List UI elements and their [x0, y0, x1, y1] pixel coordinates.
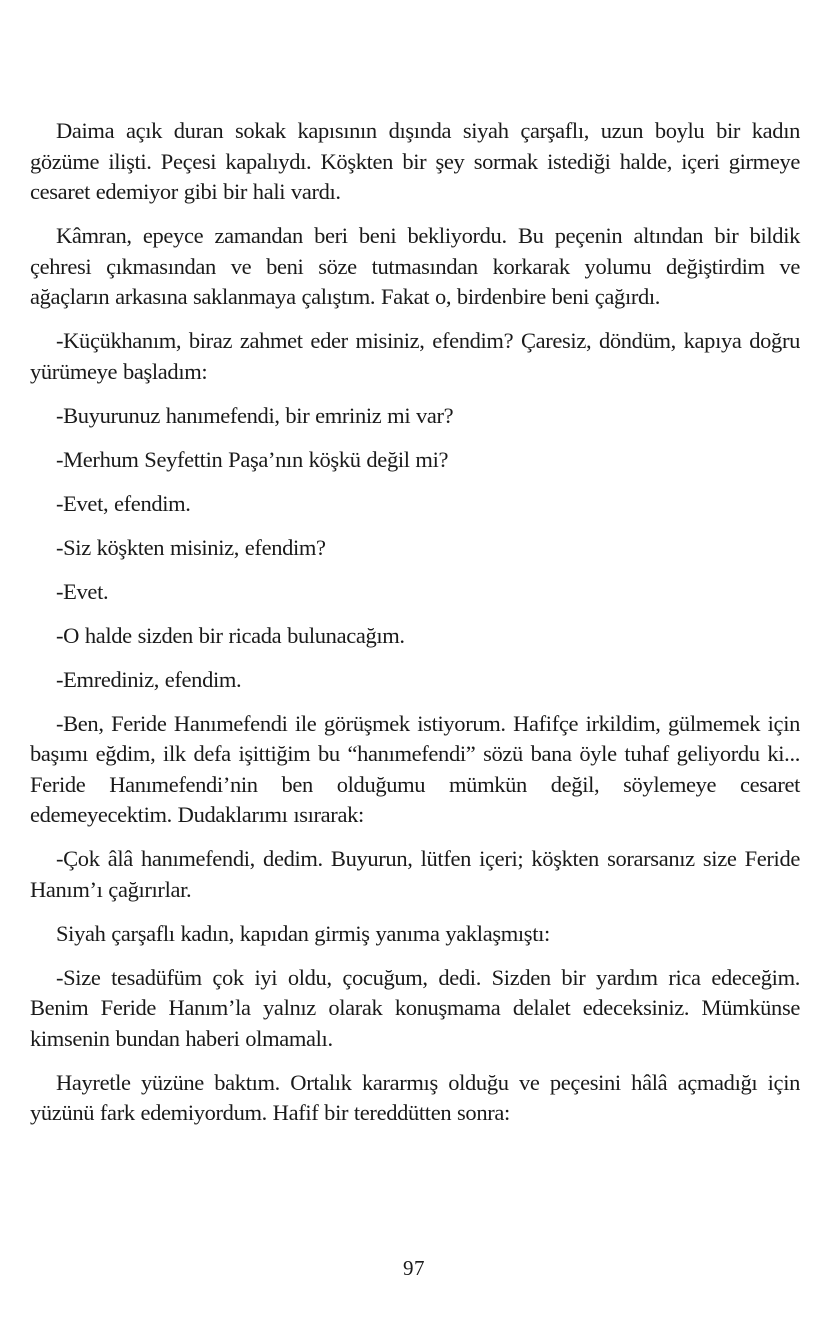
dialogue-line: -Merhum Seyfettin Paşa’nın köşkü değil mi?: [56, 446, 449, 472]
paragraph: -Size tesadüfüm çok iyi oldu, çocuğum, dedi. Sizden bir yardım rica edeceğim. Benim Feride Hanım’la yalnız olarak konuşmama delalet edeceksiniz. Mümkünse kimsenin bundan haberi olmamalı.: [30, 964, 800, 1051]
page-number: 97: [403, 1256, 425, 1280]
paragraph: Siyah çarşaflı kadın, kapıdan girmiş yanıma yaklaşmıştı:: [56, 920, 550, 946]
dialogue-line: -O halde sizden bir ricada bulunacağım.: [56, 622, 405, 648]
paragraph: -Çok âlâ hanımefendi, dedim. Buyurun, lütfen içeri; köşkten sorarsanız size Feride Hanım’ı çağırırlar.: [30, 846, 800, 902]
dialogue-line: -Evet.: [56, 578, 109, 604]
paragraph: Hayretle yüzüne baktım. Ortalık kararmış olduğu ve peçesini hâlâ açmadığı için yüzünü fark edemiyordum. Hafif bir tereddütten sonra:: [30, 1069, 800, 1125]
paragraph: Daima açık duran sokak kapısının dışında siyah çarşaflı, uzun boylu bir kadın gözüme ilişti. Peçesi kapalıydı. Köşkten bir şey sormak istediği halde, içeri girmeye cesaret edemiyor gibi bir hali vardı.: [30, 118, 800, 204]
dialogue-line: -Siz köşkten misiniz, efendim?: [56, 534, 326, 560]
dialogue-line: -Emrediniz, efendim.: [56, 666, 242, 692]
paragraph: Kâmran, epeyce zamandan beri beni bekliyordu. Bu peçenin altından bir bildik çehresi çıkmasından ve beni söze tutmasından korkarak yolumu değiştirdim ve ağaçların arkasına saklanmaya çalıştım. Fakat o, birdenbire beni çağırdı.: [30, 223, 800, 309]
dialogue-line: -Buyurunuz hanımefendi, bir emriniz mi var?: [56, 402, 454, 428]
page-body: [30, 116, 800, 1142]
paragraph: -Ben, Feride Hanımefendi ile görüşmek istiyorum. Hafifçe irkildim, gülmemek için başımı eğdim, ilk defa işittiğim bu “hanımefendi” sözü bana öyle tuhaf geliyordu ki... Feride Hanımefendi’nin ben olduğumu mümkün değil, söylemeye cesaret edemeyecektim. Dudaklarımı ısırarak:: [30, 710, 800, 827]
dialogue-line: -Evet, efendim.: [56, 490, 191, 516]
paragraph: -Küçükhanım, biraz zahmet eder misiniz, efendim? Çaresiz, döndüm, kapıya doğru yürümeye başladım:: [30, 328, 800, 384]
